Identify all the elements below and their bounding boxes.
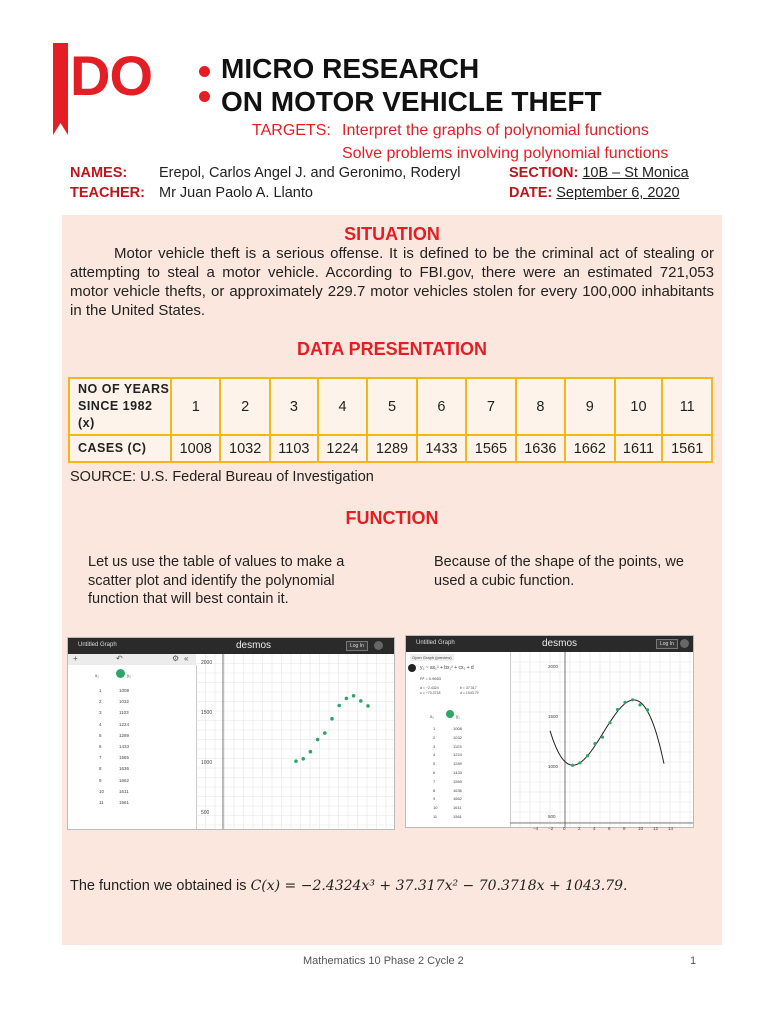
table-cell-x[interactable]: 3: [99, 710, 102, 716]
table-cell-y[interactable]: 1289: [453, 761, 462, 767]
table-cell-x[interactable]: 2: [433, 734, 436, 740]
table-cell-cases: 1008: [171, 435, 220, 462]
collapse-icon[interactable]: «: [184, 654, 189, 663]
y-tick-label: 1000: [548, 764, 559, 769]
table-cell-x[interactable]: 8: [433, 787, 436, 793]
help-icon[interactable]: [680, 639, 689, 648]
date-value: September 6, 2020: [556, 185, 680, 201]
table-cell-x[interactable]: 9: [433, 796, 436, 802]
function-result: [70, 878, 627, 894]
y-tick-label: 500: [201, 810, 210, 816]
x-tick-label: −2: [548, 826, 554, 831]
table-cell-y[interactable]: 1008: [119, 688, 130, 693]
source-text: SOURCE: U.S. Federal Bureau of Investigation: [70, 469, 374, 485]
table-cell-y[interactable]: 1433: [119, 744, 130, 749]
data-point: [316, 738, 320, 742]
data-point: [578, 761, 581, 764]
table-cell-cases: 1224: [318, 435, 367, 462]
column-x-header: x₁: [95, 673, 99, 678]
table-cell-x: 7: [466, 378, 515, 435]
desmos-logo: desmos: [236, 640, 272, 651]
bookmark-icon: [53, 43, 68, 135]
function-title: FUNCTION: [345, 508, 439, 528]
table-cell-y[interactable]: 1032: [453, 734, 462, 740]
graph-title: Untitled Graph: [416, 640, 455, 646]
data-point: [323, 731, 327, 735]
data-point: [309, 750, 313, 754]
x-tick-label: 10: [638, 826, 644, 831]
table-cell-x[interactable]: 9: [99, 777, 102, 783]
table-cell-y[interactable]: 1565: [119, 755, 130, 761]
data-point: [623, 701, 626, 704]
table-cell-x[interactable]: 1: [433, 726, 436, 731]
table-cell-y[interactable]: 1103: [119, 710, 129, 716]
table-cell-x: 10: [615, 378, 663, 435]
table-cell-y[interactable]: 1103: [453, 743, 462, 749]
page-number: 1: [690, 955, 697, 967]
table-cell-x[interactable]: 6: [99, 744, 102, 749]
graph-title: Untitled Graph: [78, 642, 117, 648]
data-point: [631, 698, 634, 701]
data-point: [330, 717, 334, 721]
data-point: [359, 699, 363, 703]
help-icon[interactable]: [374, 641, 383, 650]
data-point: [301, 757, 305, 761]
table-cell-x[interactable]: 11: [433, 814, 438, 819]
param-b: b = 37.317: [460, 686, 477, 690]
situation-text: [70, 244, 714, 320]
situation-text-rest: or attempting to steal a motor vehicle. According to FBI.gov, there were an estimated 721,053 motor vehicle thefts, or approximately 229.7 motor vehicles stolen for every 100,000 inhabitants in the United States.: [70, 245, 714, 319]
data-point: [616, 708, 619, 711]
x-tick-label: 0: [563, 826, 566, 831]
data-point: [294, 759, 298, 763]
section-label: SECTION:: [509, 165, 579, 181]
x-tick-label: 8: [623, 826, 626, 831]
table-cell-y[interactable]: 1636: [119, 766, 130, 772]
column-x-header: x₁: [430, 714, 434, 719]
table-cell-x[interactable]: 7: [433, 778, 436, 784]
table-cell-x[interactable]: 11: [99, 800, 104, 805]
table-cell-x[interactable]: 6: [433, 770, 436, 775]
teacher-row: [70, 183, 145, 203]
data-point: [345, 697, 349, 701]
table-cell-x[interactable]: 10: [433, 805, 438, 811]
table-cell-y[interactable]: 1032: [119, 699, 130, 705]
desmos-topbar: [68, 638, 394, 654]
page-title-line1: MICRO RESEARCH: [221, 53, 480, 84]
table-cell-x: 9: [565, 378, 614, 435]
data-point: [646, 708, 649, 711]
series-color-icon[interactable]: [446, 710, 454, 718]
date-row: [509, 183, 680, 203]
target-2: Solve problems involving polynomial functions: [342, 145, 669, 162]
table-cell-x[interactable]: 8: [99, 766, 102, 772]
table-cell-y[interactable]: 1565: [453, 778, 462, 784]
situation-title: SITUATION: [344, 224, 440, 244]
table-cell-cases: 1032: [220, 435, 269, 462]
data-point: [608, 721, 611, 724]
regression-equation: y₁ ~ ax₁³ + bx₁² + cx₁ + d: [420, 665, 474, 671]
data-point: [571, 764, 574, 767]
table-header-x: NO OF YEARS SINCE 1982 (x): [69, 378, 171, 435]
table-cell-y[interactable]: 1008: [453, 726, 462, 731]
table-cell-y[interactable]: 1662: [453, 796, 462, 802]
situation-text-first: Motor vehicle theft is a serious offense. It is defined to be the criminal act of stealing: [114, 245, 695, 262]
table-cell-x[interactable]: 4: [433, 752, 436, 758]
table-cell-x: 6: [417, 378, 466, 435]
desmos-logo: desmos: [542, 638, 578, 649]
table-cell-cases: 1103: [270, 435, 318, 462]
desmos-topbar: [406, 636, 693, 652]
table-cell-cases: 1662: [565, 435, 614, 462]
add-icon[interactable]: +: [73, 654, 78, 663]
scatter-plot: [196, 654, 394, 829]
gear-icon[interactable]: ⚙: [172, 654, 180, 663]
table-cell-x: 3: [270, 378, 318, 435]
table-cell-x[interactable]: 4: [99, 721, 102, 727]
y-tick-label: 2000: [201, 660, 213, 666]
table-cell-cases: 1289: [367, 435, 416, 462]
names-row: [70, 163, 127, 183]
desmos-screenshot-regression: [405, 635, 694, 831]
y-tick-label: 1000: [201, 760, 213, 766]
data-table: [68, 377, 713, 463]
y-tick-label: 1500: [548, 714, 559, 719]
function-left-text: Let us use the table of values to make a scatter plot and identify the polynomial function that will best contain it.: [88, 554, 345, 607]
undo-icon[interactable]: ↶: [116, 654, 123, 663]
x-tick-label: −4: [533, 826, 539, 831]
login-button[interactable]: Log In: [346, 641, 368, 651]
function-formula: C(x) = −2.4324x³ + 37.317x² − 70.3718x + 1043.79.: [250, 878, 628, 894]
param-a: a = −2.4324: [420, 686, 439, 690]
table-cell-x[interactable]: 5: [433, 761, 436, 767]
data-point: [638, 703, 641, 706]
data-point: [337, 704, 341, 708]
x-tick-label: 4: [593, 826, 596, 831]
target-1: Interpret the graphs of polynomial functions: [342, 122, 649, 139]
table-cell-y[interactable]: 1561: [119, 800, 130, 805]
column-y-header: y₁: [456, 714, 460, 719]
y-tick-label: 1500: [201, 710, 213, 716]
function-result-prefix: The function we obtained is: [70, 878, 251, 894]
table-cell-x[interactable]: 10: [99, 788, 105, 794]
names-value: Erepol, Carlos Angel J. and Geronimo, Roderyl: [159, 165, 461, 181]
expression-list: [68, 665, 197, 829]
data-point: [593, 742, 596, 745]
expression-toolbar: [68, 654, 196, 665]
column-y-header: y₁: [127, 673, 131, 678]
table-cell-x[interactable]: 2: [99, 699, 102, 705]
teacher-value: Mr Juan Paolo A. Llanto: [159, 185, 313, 201]
expression-list: [406, 652, 511, 827]
table-cell-x: 8: [516, 378, 565, 435]
data-point: [586, 754, 589, 757]
param-d: d = 1043.79: [460, 691, 479, 695]
table-cell-cases: 1636: [516, 435, 565, 462]
names-label: NAMES:: [70, 165, 128, 181]
teacher-label: TEACHER:: [70, 185, 145, 201]
table-cell-y[interactable]: 1289: [119, 732, 130, 738]
table-cell-y[interactable]: 1636: [453, 787, 462, 793]
colon-dots: [199, 58, 211, 108]
table-cell-x: 4: [318, 378, 367, 435]
page-title-line2: ON MOTOR VEHICLE THEFT: [221, 86, 602, 117]
series-color-icon[interactable]: [116, 669, 125, 678]
param-c: c = −70.3718: [420, 691, 441, 695]
table-header-cases: CASES (C): [69, 435, 171, 462]
do-label: DO: [70, 44, 152, 107]
y-tick-label: 2000: [548, 664, 559, 669]
x-tick-label: 2: [578, 826, 581, 831]
x-tick-label: 6: [608, 826, 611, 831]
table-row-x: [69, 378, 712, 435]
x-tick-label: 14: [668, 826, 674, 831]
desmos-screenshot-scatter: [67, 637, 395, 830]
login-button[interactable]: Log In: [656, 639, 678, 649]
function-right-text: Because of the shape of the points, we used a cubic function.: [434, 554, 684, 589]
table-cell-x[interactable]: 1: [99, 688, 102, 693]
table-cell-cases: 1611: [615, 435, 663, 462]
data-point: [601, 736, 604, 739]
table-cell-x: 11: [662, 378, 712, 435]
table-cell-y[interactable]: 1224: [119, 721, 130, 727]
table-cell-y[interactable]: 1611: [119, 788, 129, 794]
data-presentation-title: DATA PRESENTATION: [297, 339, 487, 359]
table-cell-x[interactable]: 5: [99, 732, 102, 738]
table-cell-x: 2: [220, 378, 269, 435]
section-value: 10B – St Monica: [582, 165, 689, 181]
table-cell-cases: 1565: [466, 435, 515, 462]
table-cell-x[interactable]: 3: [433, 743, 436, 749]
targets-label: TARGETS:: [252, 122, 331, 139]
targets-block: [252, 119, 722, 165]
section-row: [509, 163, 689, 183]
table-cell-y[interactable]: 1561: [453, 814, 462, 819]
table-cell-cases: 1561: [662, 435, 712, 462]
table-cell-y[interactable]: 1224: [453, 752, 462, 758]
data-point: [366, 704, 370, 708]
x-tick-label: 12: [653, 826, 659, 831]
data-point: [352, 694, 356, 698]
table-cell-y[interactable]: 1611: [453, 805, 462, 811]
open-graph-label[interactable]: Open Graph (preview): [412, 655, 452, 660]
table-cell-y[interactable]: 1662: [119, 777, 130, 783]
table-cell-cases: 1433: [417, 435, 466, 462]
table-cell-x: 1: [171, 378, 220, 435]
table-cell-x: 5: [367, 378, 416, 435]
regression-icon: [408, 664, 416, 672]
y-tick-label: 500: [548, 814, 556, 819]
table-cell-y[interactable]: 1433: [453, 770, 462, 775]
regression-plot: [510, 652, 693, 831]
footer-course: Mathematics 10 Phase 2 Cycle 2: [303, 955, 464, 967]
r-squared: R² = 0.9653: [420, 676, 442, 681]
table-cell-x[interactable]: 7: [99, 755, 102, 761]
date-label: DATE:: [509, 185, 553, 201]
table-row-cases: [69, 435, 712, 462]
